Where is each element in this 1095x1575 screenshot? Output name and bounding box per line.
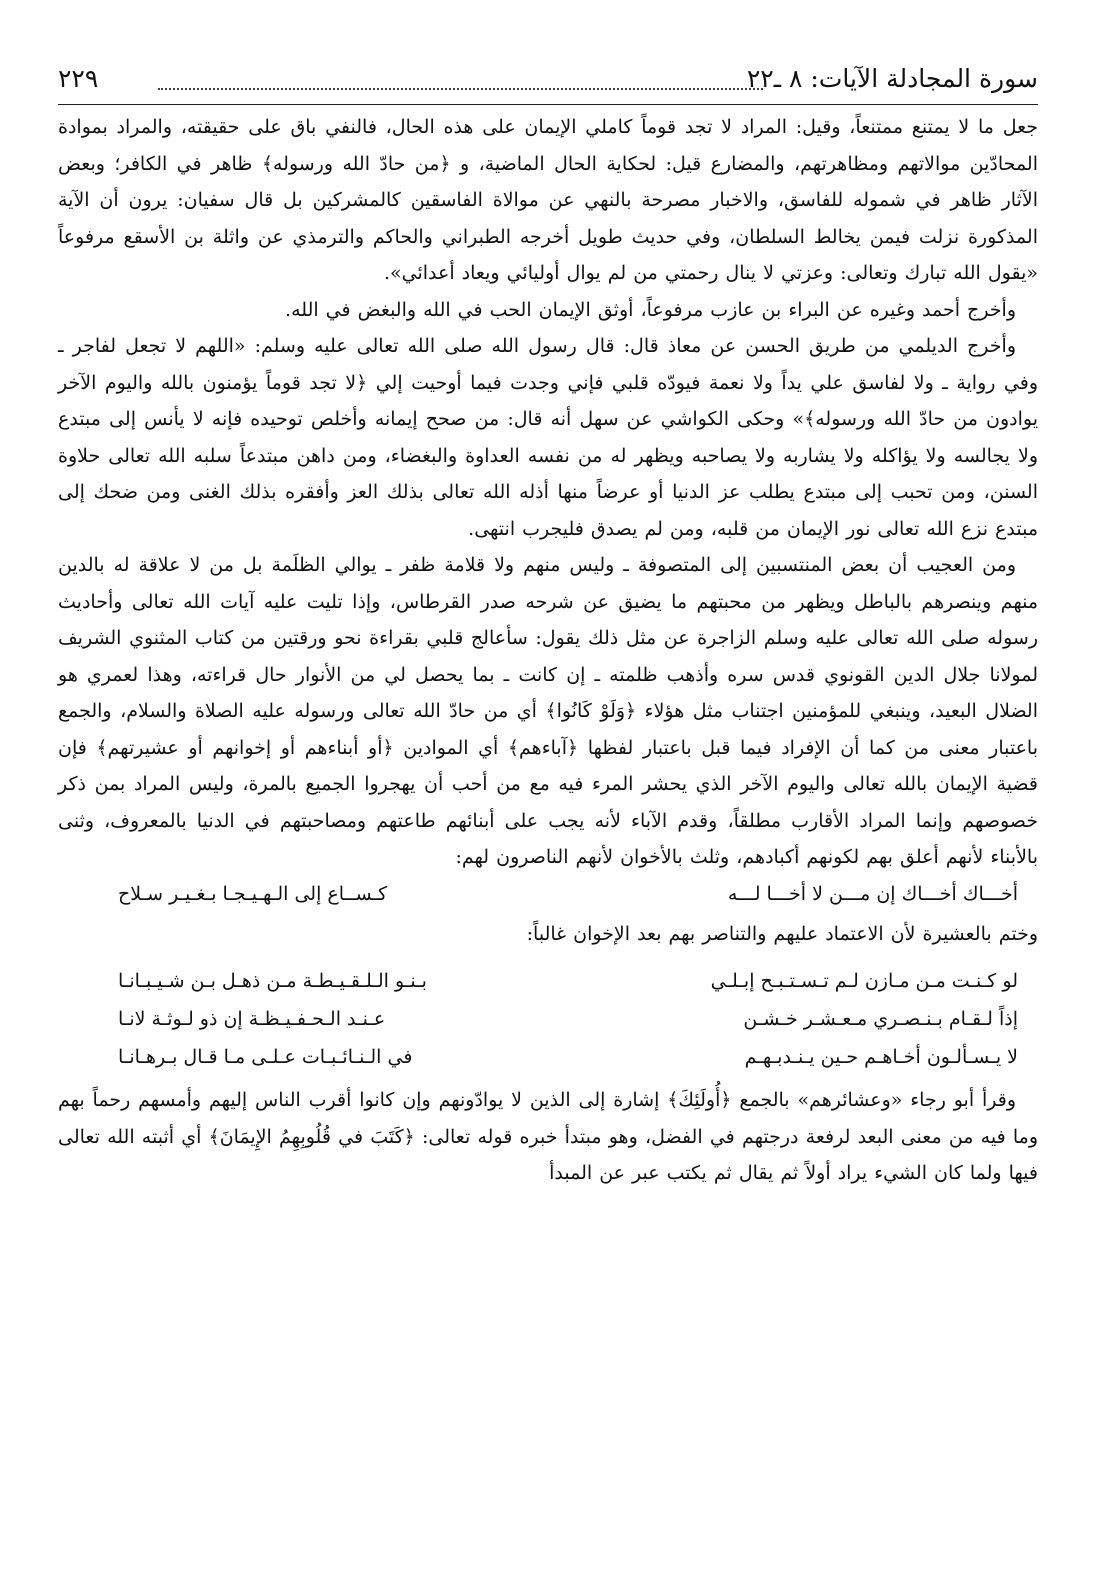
paragraph: وختم بالعشيرة لأن الاعتماد عليهم والتناصر بهم بعد الإخوان غالباً: — [526, 922, 1038, 945]
verse-second-hemistich: في الـنـائـبـات عـلـى مـا قـال بـرهـانـا — [118, 1046, 413, 1068]
poem-verse — [58, 876, 1038, 912]
verse-first-hemistich: لا يـسـألـون أخـاهـم حـين يـنـدبـهـم — [744, 1046, 1018, 1068]
paragraph: جعل ما لا يمتنع ممتنعاً، وقيل: المراد لا تجد قوماً كاملي الإيمان على هذه الحال، فالنفي باق على حقيقته، والمراد بموادة المحادّين موالاتهم ومظاهرتهم، والمضارع قيل: لحكاية الحال الماضية، و ﴿من حادّ الله ورسوله﴾ ظاهر في الكافر؛ وبعض الآثار ظاهر في شموله للفاسق، والاخبار مصرحة بالنهي عن موالاة الفاسقين كالمشركين بل قال سفيان: يرون أن الآية المذكورة نزلت فيمن يخالط السلطان، وفي حديث طويل أخرجه الطبراني والحاكم والترمذي عن واثلة بن الأسقع مرفوعاً «يقول الله تبارك وتعالى: وعزتي لا ينال رحمتي من لم يوال أوليائي ويعاد أعدائي». — [58, 116, 1038, 284]
poem — [58, 962, 1038, 1076]
paragraph: وأخرج الديلمي من طريق الحسن عن معاذ قال: قال رسول الله صلى الله تعالى عليه وسلم: «اللهم لا تجعل لفاجر ـ وفي رواية ـ ولا لفاسق علي يداً ولا نعمة فيودّه قلبي فإني وجدت فيما أوحيت إلي ﴿لا تجد قوماً يؤمنون بالله واليوم الآخر يوادون من حادّ الله ورسوله﴾» وحكى الكواشي عن سهل أنه قال: من صحح إيمانه وأخلص توحيده فإنه لا يأنس إلى مبتدع ولا يجالسه ولا يؤاكله ولا يشاربه ولا يصاحبه ويظهر له من نفسه العداوة والبغضاء، ومن داهن مبتدعاً سلبه الله تعالى حلاوة السنن، ومن تحبب إلى مبتدع يطلب عز الدنيا أو عرضاً منها أذله الله تعالى بذلك العز وأفقره بذلك الغنى ومن ضحك إلى مبتدع نزع الله تعالى نور الإيمان من قلبه، ومن لم يصدق فليجرب انتهى. — [58, 335, 1038, 540]
page-number: ٢٢٩ — [58, 64, 99, 93]
running-header — [58, 64, 1038, 105]
verse-second-hemistich: بـنـو الـلـقـيـطـة مـن ذهـل بـن شـيـبـانـا — [118, 970, 427, 992]
verse-first-hemistich: إذاً لـقـام بـنـصـري مـعـشـر خـشـن — [743, 1008, 1018, 1030]
header-dot-leader — [158, 88, 763, 90]
verse-first-hemistich: لو كـنـت مـن مـازن لـم تـسـتـبـح إبـلـي — [710, 970, 1018, 992]
verse-second-hemistich: كـســاع إلى الـهـيـجـا بـغـيـر سـلاح — [118, 882, 388, 905]
paragraph: وأخرج أحمد وغيره عن البراء بن عازب مرفوعاً، أوثق الإيمان الحب في الله والبغض في الله. — [285, 298, 1016, 321]
surah-title: سورة المجادلة الآيات: ٨ ـ٢٢ — [746, 64, 1038, 93]
poem-verse — [58, 962, 1038, 1000]
verse-second-hemistich: عـنـد الـحـفـيـظـة إن ذو لـوثـة لانـا — [118, 1008, 386, 1030]
poem-verse — [58, 1038, 1038, 1076]
poem-verse — [58, 1000, 1038, 1038]
verse-first-hemistich: أخـــاك أخـــاك إن مـــن لا أخـــا لـــه — [727, 882, 1018, 905]
paragraph: ومن العجيب أن بعض المنتسبين إلى المتصوفة ـ وليس منهم ولا قلامة ظفر ـ يوالي الظلَمة بل من لا علاقة له بالدين منهم وينصرهم بالباطل ويظهر من محبتهم ما يضيق عن شرحه صدر القرطاس، وإذا تليت عليه آيات الله تعالى وأحاديث رسوله صلى الله تعالى عليه وسلم الزاجرة عن مثل ذلك يقول: سأعالج قلبي بقراءة نحو ورقتين من كتاب المثنوي الشريف لمولانا جلال الدين القونوي قدس سره وأذهب ظلمته ـ إن كانت ـ بما يحصل لي من الأنوار حال قراءته، وهذا لعمري هو الضلال البعيد، وينبغي للمؤمنين اجتناب مثل هؤلاء ﴿وَلَوْ كَانُوا﴾ أي من حادّ الله تعالى ورسوله عليه الصلاة والسلام، والجمع باعتبار معنى من كما أن الإفراد فيما قبل باعتبار لفظها ﴿آباءهم﴾ أي الموادين ﴿أو أبناءهم أو إخوانهم أو عشيرتهم﴾ فإن قضية الإيمان بالله تعالى واليوم الآخر الذي يحشر المرء فيه مع من أحب أن يهجروا الجميع بالمرة، وليس المراد بمن ذكر خصوصهم وإنما المراد الأقارب مطلقاً، وقدم الآباء لأنه يجب على أبنائهم طاعتهم ومصاحبتهم في الدنيا بالمعروف، وثنى بالأبناء لأنهم أعلق بهم لكونهم أكبادهم، وثلث بالأخوان لأنهم الناصرون لهم: — [58, 554, 1039, 868]
paragraph: وقرأ أبو رجاء «وعشائرهم» بالجمع ﴿أُولَئِكَ﴾ إشارة إلى الذين لا يوادّونهم وإن كانوا أقرب الناس إليهم وأمسهم رحماً بهم وما فيه من معنى البعد لرفعة درجتهم في الفضل، وهو مبتدأ خبره قوله تعالى: ﴿كَتَبَ في قُلُوبِهِمُ الإِيمَانَ﴾ أي أثبته الله تعالى فيها ولما كان الشيء يراد أولاً ثم يقال ثم يكتب عبر عن المبدأ — [58, 1089, 1038, 1184]
page — [58, 64, 1038, 1192]
page-body — [58, 109, 1038, 1192]
